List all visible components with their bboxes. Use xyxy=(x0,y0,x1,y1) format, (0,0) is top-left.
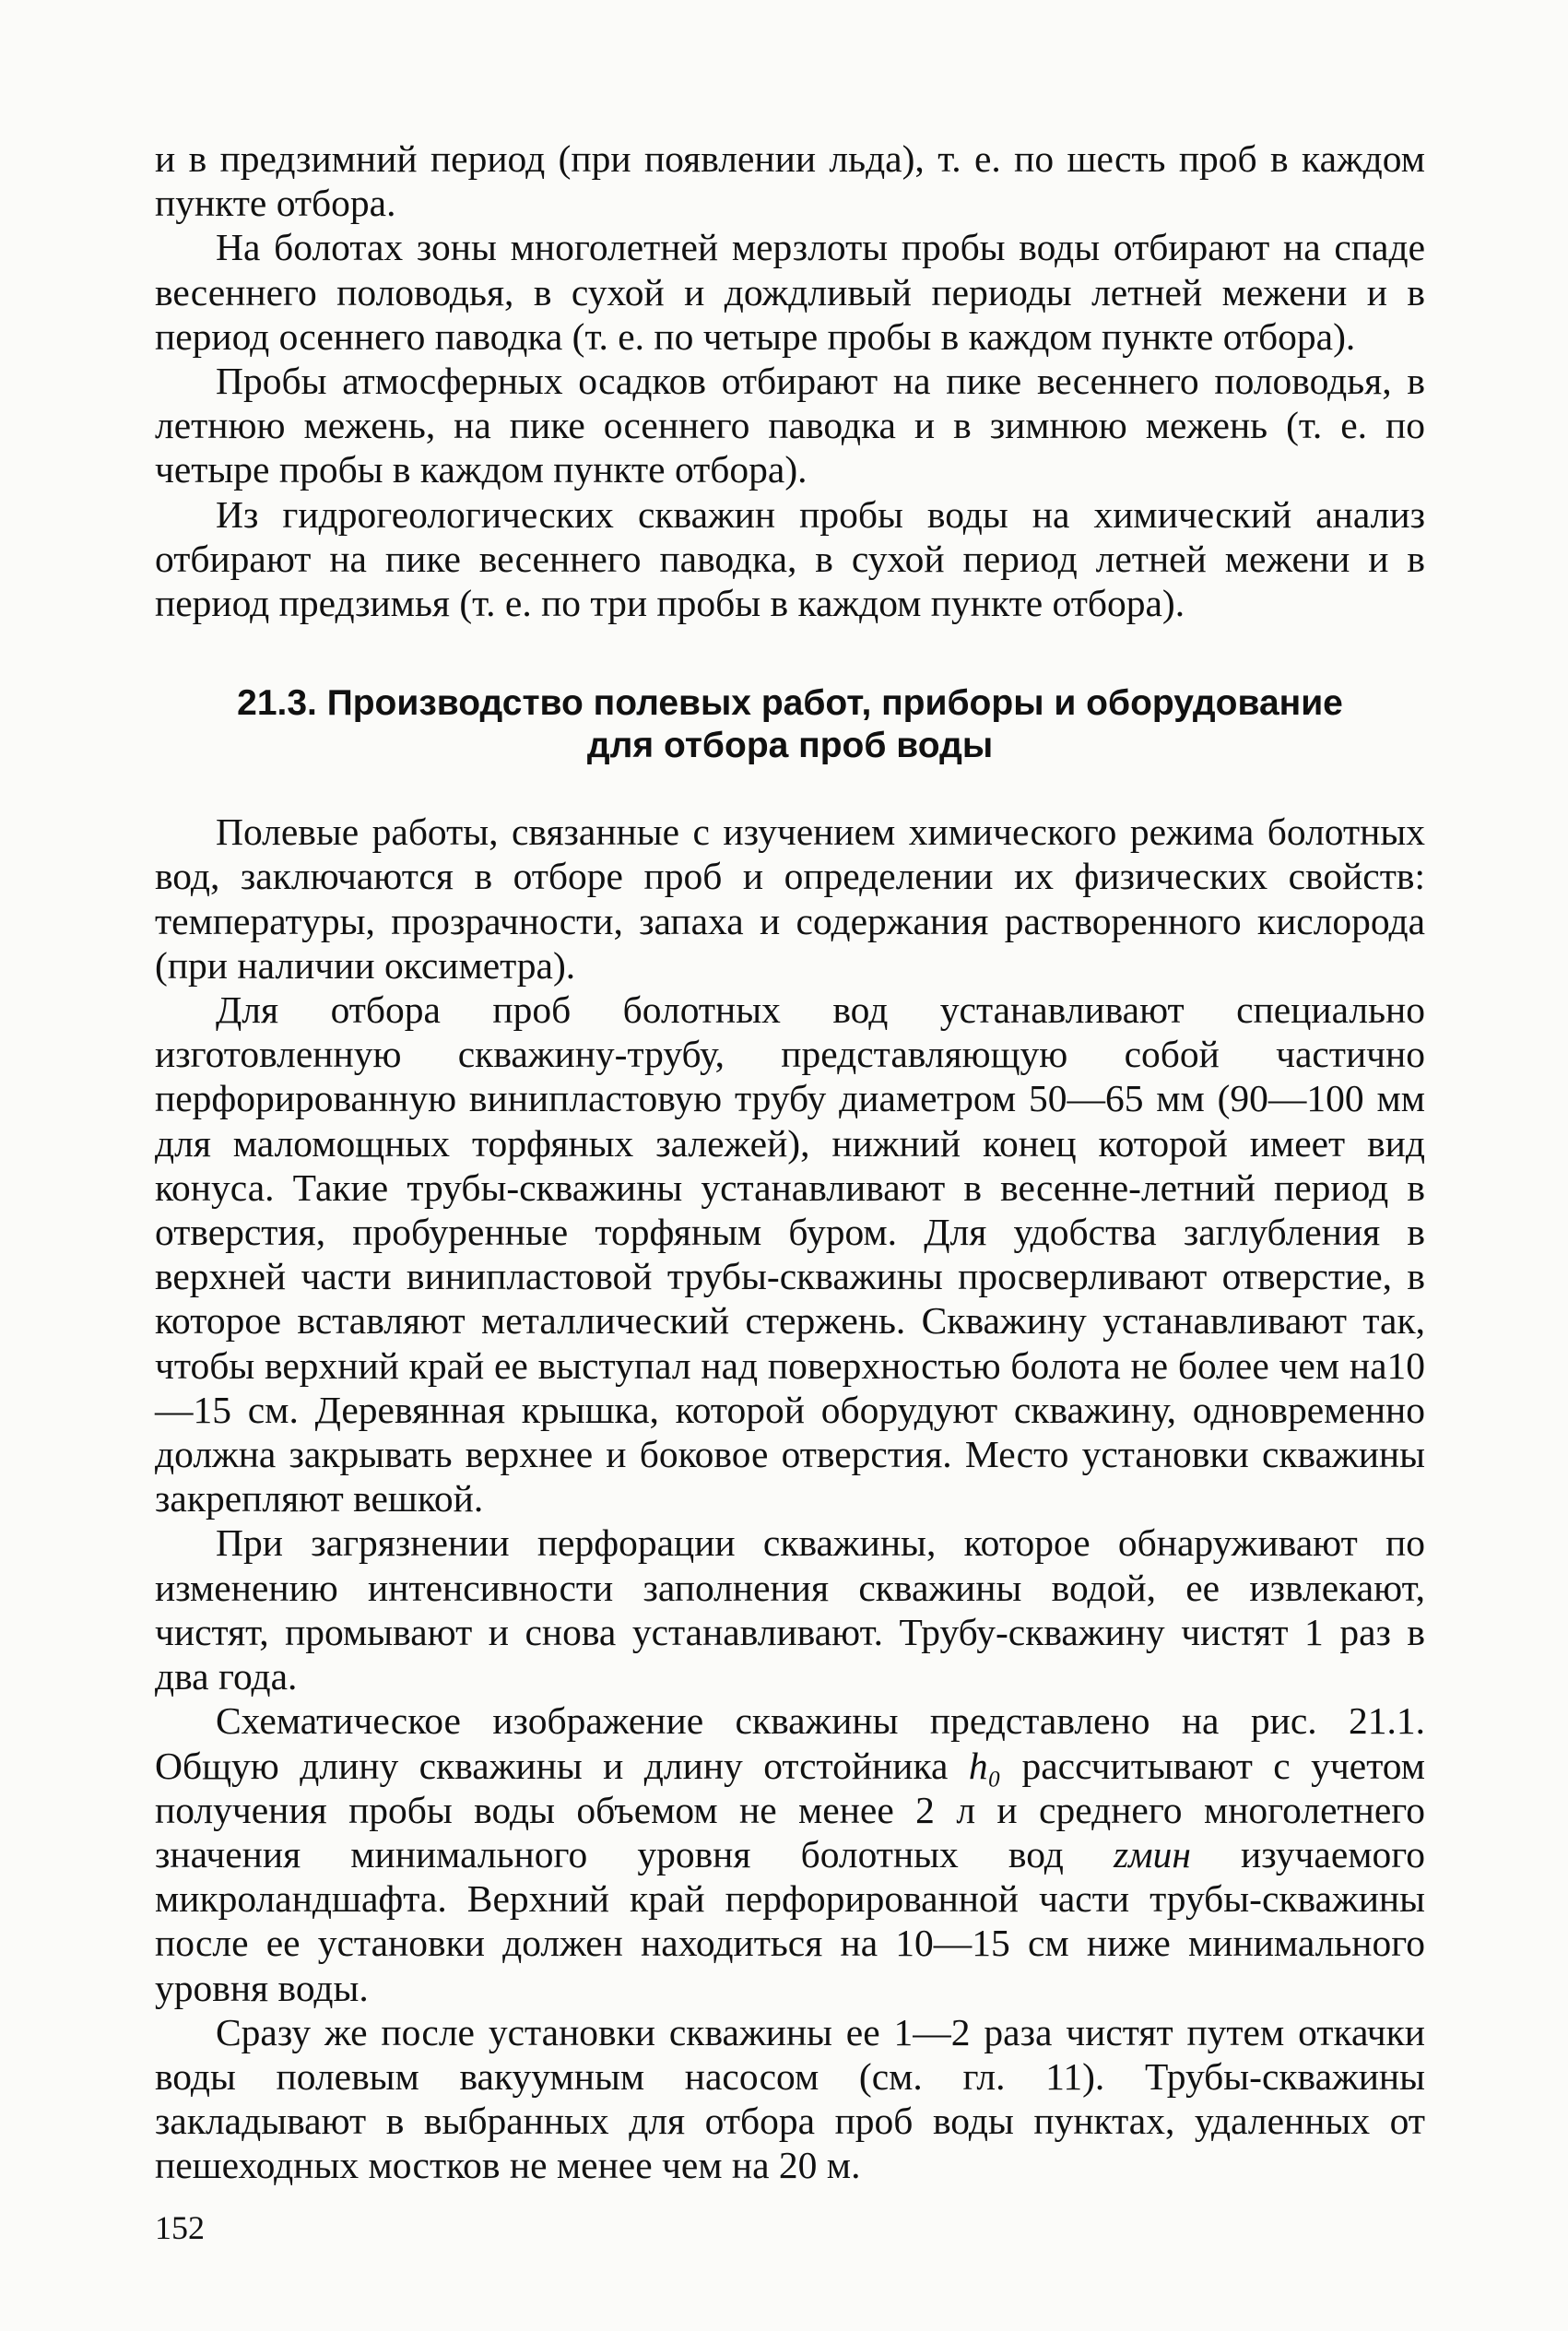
paragraph-permafrost: На болотах зоны многолетней мерзлоты пробы воды отбирают на спаде весеннего половодья, в сухой и дождливый периоды летней межени и в период осеннего паводка (т. е. по четыре пробы в каждом пункте отбора). xyxy=(155,226,1425,358)
scheme-text-3: изучаемого микроландшафта. Верхний край перфорированной части трубы-скважины после ее установки должен находиться на 10—15 см ниже минимального уровня воды. xyxy=(155,1832,1425,2009)
page-number: 152 xyxy=(155,2209,205,2246)
paragraph-cleaning: Сразу же после установки скважины ее 1—2 раза чистят путем откачки воды полевым вакуумным насосом (см. гл. 11). Трубы-скважины закладывают в выбранных для отбора проб воды пунктах, удаленных от пешеходных мостков не менее чем на 20 м. xyxy=(155,2010,1425,2187)
text-column xyxy=(155,136,1425,2188)
section-heading-line1: 21.3. Производство полевых работ, приборы и оборудование xyxy=(237,683,1343,724)
section-heading xyxy=(155,682,1425,767)
symbol-zmin: zмин xyxy=(1113,1832,1191,1875)
paragraph-field-work: Полевые работы, связанные с изучением химического режима болотных вод, заключаются в отборе проб и определении их физических свойств: температуры, прозрачности, запаха и содержания растворенного кислорода (при наличии оксиметра). xyxy=(155,811,1425,987)
paragraph-scheme xyxy=(155,1698,1425,2009)
paragraph-well-pipe: Для отбора проб болотных вод устанавливают специально изготовленную скважину-трубу, представляющую собой частично перфорированную винипластовую трубу диаметром 50—65 мм (90—100 мм для маломощных торфяных залежей), нижний конец которой имеет вид конуса. Такие трубы-скважины устанавливают в весенне-летний период в отверстия, пробуренные торфяным буром. Для удобства заглубления в верхней части винипластовой трубы-скважины просверливают отверстие, в которое вставляют металлический стержень. Скважину устанавливают так, чтобы верхний край ее выступал над поверхностью болота не более чем на10—15 см. Деревянная крышка, которой оборудуют скважину, одновременно должна закрывать верхнее и боковое отверстия. Место установки скважины закрепляют вешкой. xyxy=(155,988,1425,1520)
section-heading-line2: для отбора проб воды xyxy=(586,726,994,766)
paragraph-hydrogeological: Из гидрогеологических скважин пробы воды на химический анализ отбирают на пике весеннего паводка, в сухой период летней межени и в период предзимья (т. е. по три пробы в каждом пункте отбора). xyxy=(155,492,1425,625)
paragraph-continued: и в предзимний период (при появлении льда), т. е. по шесть проб в каждом пункте отбора. xyxy=(155,137,1425,225)
paragraph-precipitation: Пробы атмосферных осадков отбирают на пике весеннего половодья, в летнюю межень, на пике осеннего паводка и в зимнюю межень (т. е. по четыре пробы в каждом пункте отбора). xyxy=(155,360,1425,491)
scheme-text-1: Схематическое изображение скважины представлено на рис. 21.1. Общую длину скважины и длину отстойника xyxy=(155,1699,1425,1787)
paragraph-contamination: При загрязнении перфорации скважины, которое обнаруживают по изменению интенсивности заполнения скважины водой, ее извлекают, чистят, промывают и снова устанавливают. Трубу-скважину чистят 1 раз в два года. xyxy=(155,1521,1425,1698)
symbol-h0: h₀ xyxy=(968,1744,1002,1787)
scheme-text-2: рассчитывают с учетом получения пробы воды объемом не менее 2 л и среднего многолетнего значения минимального уровня болотных вод xyxy=(155,1744,1426,1875)
